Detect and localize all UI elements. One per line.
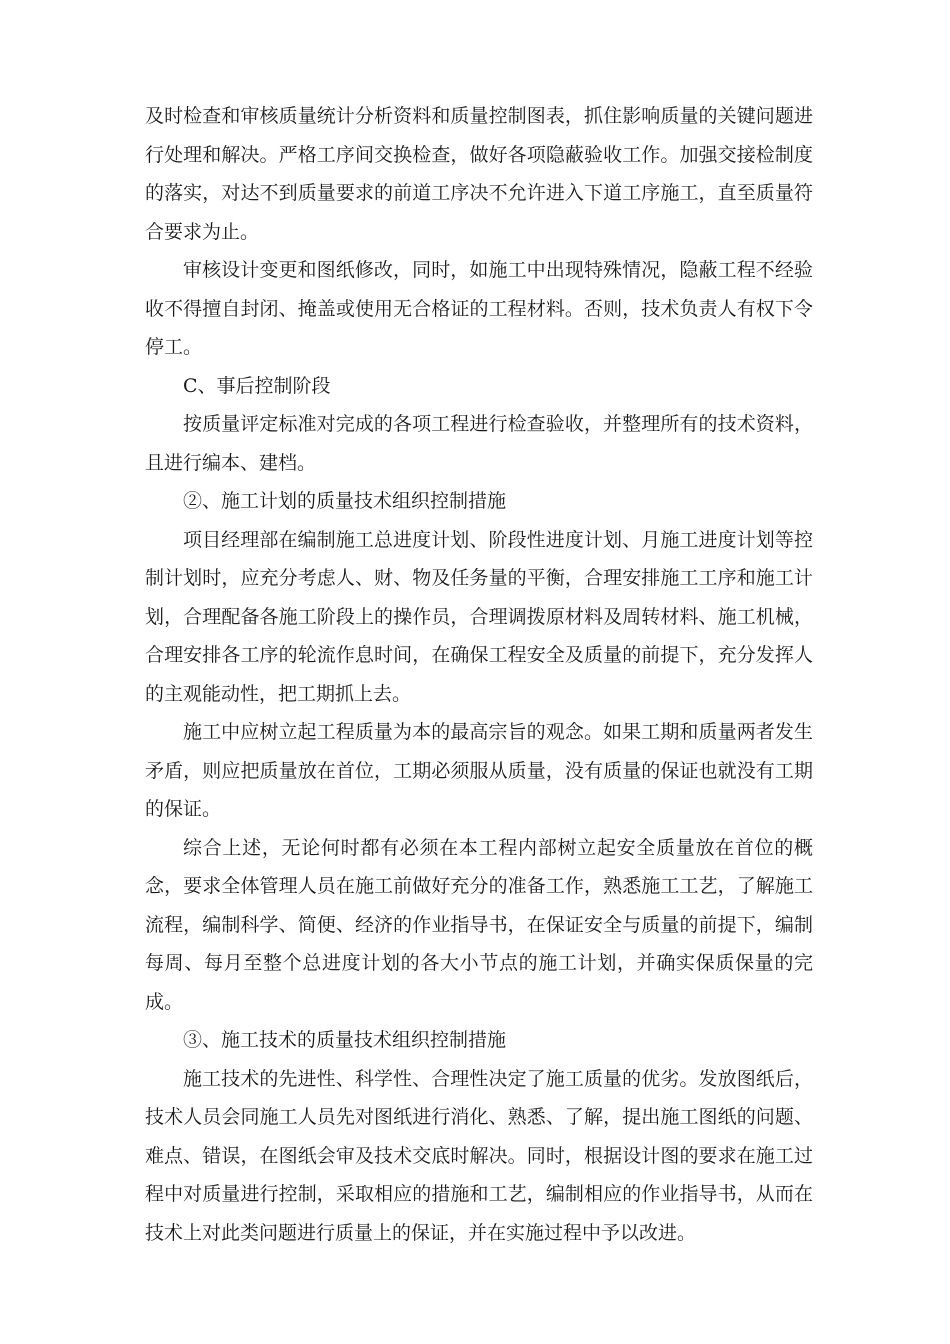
paragraph-acceptance-archiving: 按质量评定标准对完成的各项工程进行检查验收，并整理所有的技术资料，且进行编本、建档。 <box>145 413 813 474</box>
heading-construction-plan-measures: ②、施工计划的质量技术组织控制措施 <box>183 490 507 512</box>
paragraph-quality-first: 施工中应树立起工程质量为本的最高宗旨的观念。如果工期和质量两者发生矛盾，则应把质量放在首位，工期必须服从质量，没有质量的保证也就没有工期的保证。 <box>145 721 813 820</box>
document-body <box>145 97 813 1252</box>
paragraph-technique-quality: 施工技术的先进性、科学性、合理性决定了施工质量的优劣。发放图纸后，技术人员会同施工人员先对图纸进行消化、熟悉、了解，提出施工图纸的问题、难点、错误，在图纸会审及技术交底时解决。同时，根据设计图的要求在施工过程中对质量进行控制，采取相应的措施和工艺，编制相应的作业指导书，从而在技术上对此类问题进行质量上的保证，并在实施过程中予以改进。 <box>145 1067 813 1244</box>
paragraph-design-change-review: 审核设计变更和图纸修改，同时，如施工中出现特殊情况，隐蔽工程不经验收不得擅自封闭、掩盖或使用无合格证的工程材料。否则，技术负责人有权下令停工。 <box>145 259 813 358</box>
heading-construction-technique-measures: ③、施工技术的质量技术组织控制措施 <box>183 1029 507 1051</box>
heading-post-control-stage: C、事后控制阶段 <box>183 374 331 397</box>
paragraph-summary: 综合上述，无论何时都有必须在本工程内部树立起安全质量放在首位的概念，要求全体管理人员在施工前做好充分的准备工作，熟悉施工工艺，了解施工流程，编制科学、简便、经济的作业指导书，在保证安全与质量的前提下，编制每周、每月至整个总进度计划的各大小节点的施工计划，并确实保质保量的完成。 <box>145 836 813 1013</box>
paragraph-schedule-planning: 项目经理部在编制施工总进度计划、阶段性进度计划、月施工进度计划等控制计划时，应充分考虑人、财、物及任务量的平衡，合理安排施工工序和施工计划，合理配备各施工阶段上的操作员，合理调拨原材料及周转材料、施工机械，合理安排各工序的轮流作息时间，在确保工程安全及质量的前提下，充分发挥人的主观能动性，把工期抓上去。 <box>145 528 813 705</box>
paragraph-continuation: 及时检查和审核质量统计分析资料和质量控制图表，抓住影响质量的关键问题进行处理和解决。严格工序间交换检查，做好各项隐蔽验收工作。加强交接检制度的落实，对达不到质量要求的前道工序决不允许进入下道工序施工，直至质量符合要求为止。 <box>145 105 813 243</box>
